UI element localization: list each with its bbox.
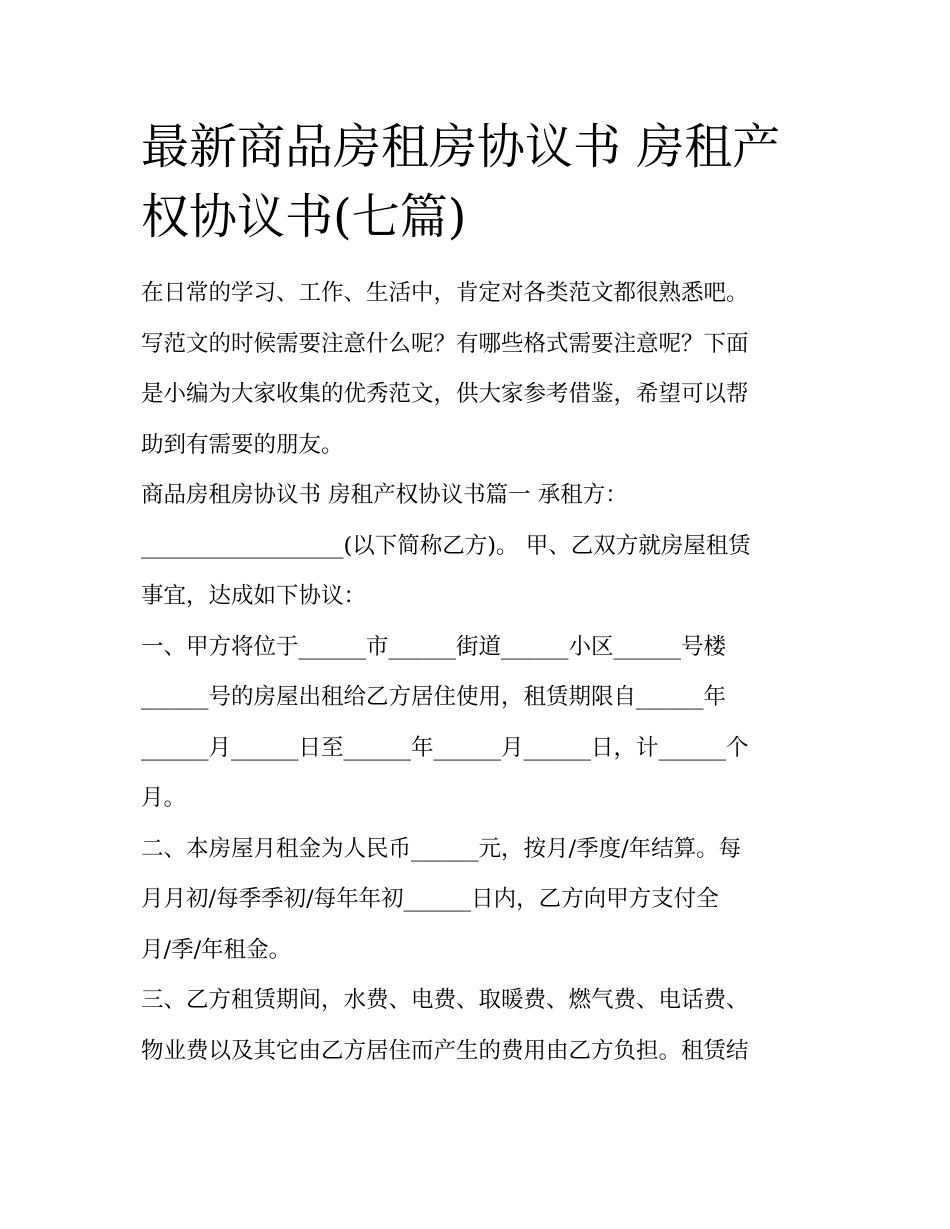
body-line: 商品房租房协议书 房租产权协议书篇一 承租方：: [141, 482, 628, 508]
body-line: 事宜，达成如下协议：: [141, 583, 367, 609]
body-line: ______号的房屋出租给乙方居住使用，租赁期限自______年: [141, 684, 727, 710]
body-line: 一、甲方将位于______市______街道______小区______号楼: [141, 633, 727, 660]
body-line: 写范文的时候需要注意什么呢？有哪些格式需要注意呢？下面: [141, 330, 749, 357]
document-title: [141, 112, 821, 252]
title-line-1: 最新商品房租房协议书 房租产: [141, 119, 781, 175]
body-line: ______月______日至______年______月______日，计______个: [141, 734, 749, 761]
body-line: 助到有需要的朋友。: [141, 431, 344, 458]
body-line: 在日常的学习、工作、生活中，肯定对各类范文都很熟悉吧。: [141, 280, 749, 306]
body-line: 月。: [141, 785, 187, 811]
body-line: 月/季/年租金。: [141, 936, 292, 963]
document-body: [141, 268, 821, 1076]
body-line: 物业费以及其它由乙方居住而产生的费用由乙方负担。租赁结: [141, 1037, 749, 1064]
body-line: 是小编为大家收集的优秀范文，供大家参考借鉴，希望可以帮: [141, 381, 749, 407]
body-line: 二、本房屋月租金为人民币______元，按月/季度/年结算。每: [141, 835, 742, 862]
title-line-2: 权协议书(七篇): [141, 189, 467, 245]
document-content: [141, 112, 821, 1076]
body-line: __________________(以下简称乙方)。 甲、乙双方就房屋租赁: [141, 532, 751, 559]
body-line: 月月初/每季季初/每年年初______日内，乙方向甲方支付全: [141, 886, 719, 912]
body-line: 三、乙方租赁期间，水费、电费、取暖费、燃气费、电话费、: [141, 987, 749, 1013]
